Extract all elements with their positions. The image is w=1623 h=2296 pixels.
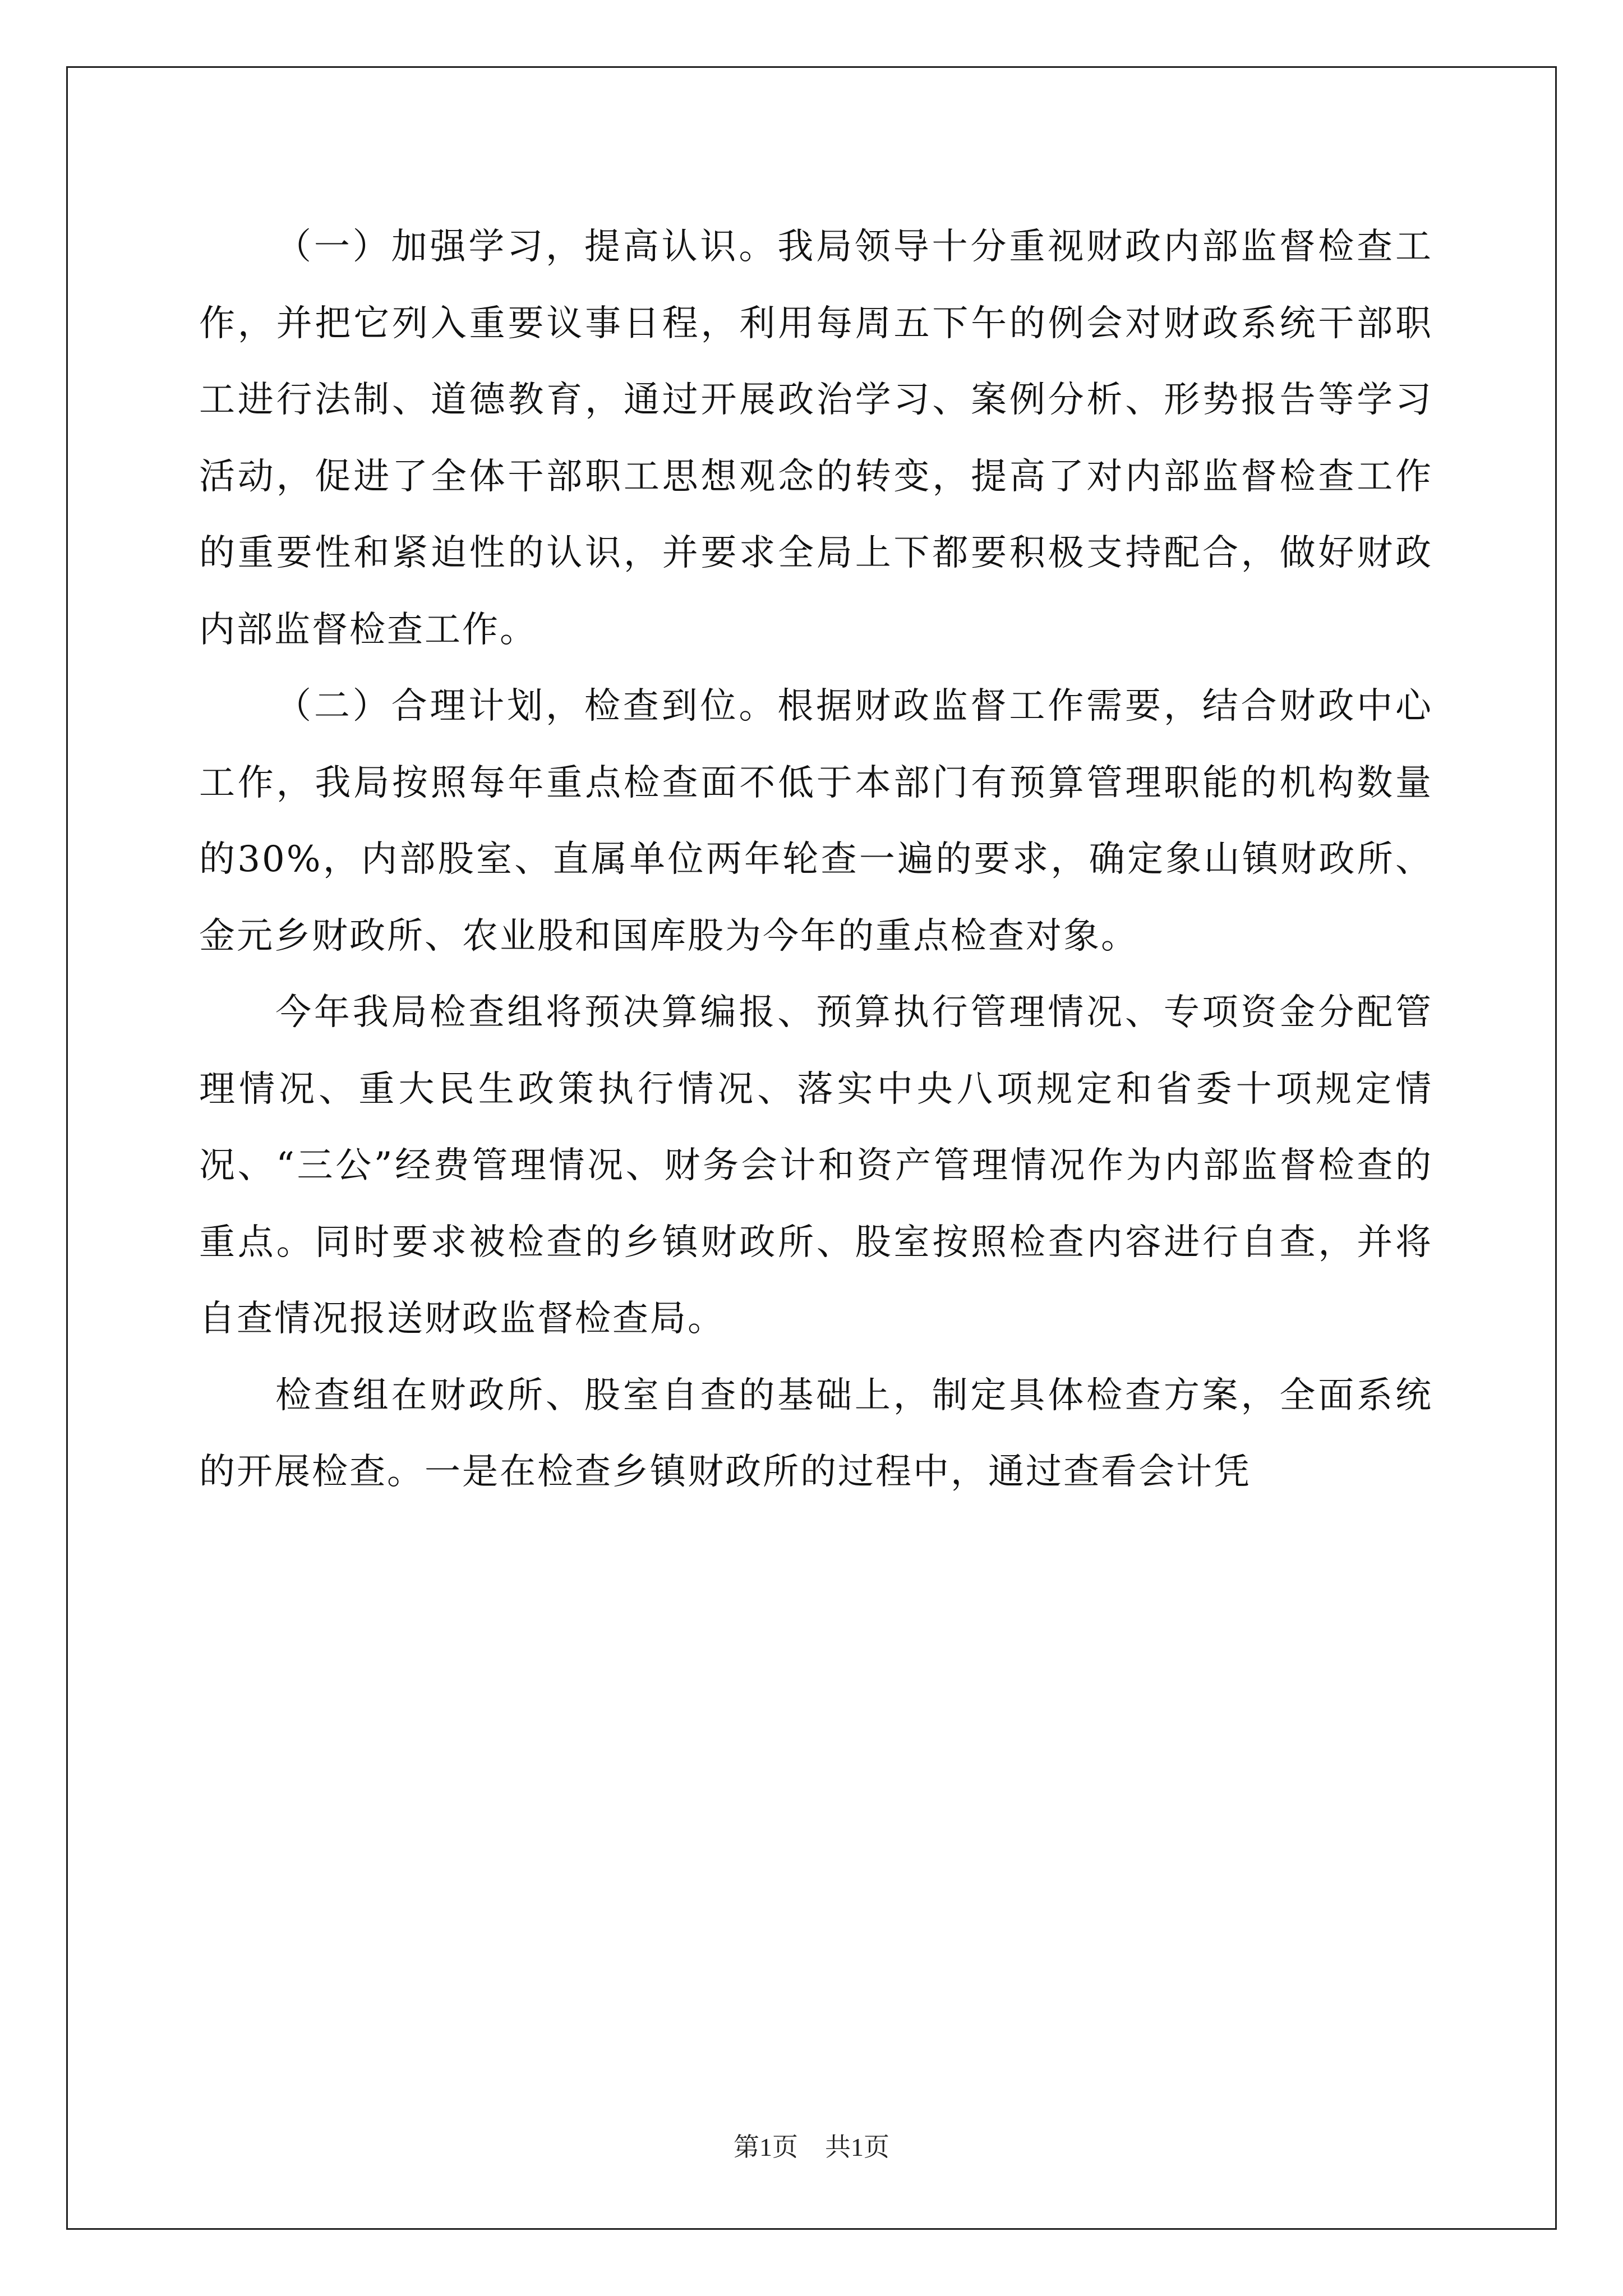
total-pages: 共1页	[825, 2133, 889, 2161]
paragraph-2: （二）合理计划，检查到位。根据财政监督工作需要，结合财政中心工作，我局按照每年重点检查面不低于本部门有预算管理职能的机构数量的30%，内部股室、直属单位两年轮查一遍的要求，确定象山镇财政所、金元乡财政所、农业股和国库股为今年的重点检查对象。	[199, 685, 1433, 957]
document-body	[199, 209, 1433, 1511]
paragraph-3: 今年我局检查组将预决算编报、预算执行管理情况、专项资金分配管理情况、重大民生政策执行情况、落实中央八项规定和省委十项规定情况、“三公”经费管理情况、财务会计和资产管理情况作为内部监督检查的重点。同时要求被检查的乡镇财政所、股室按照检查内容进行自查，并将自查情况报送财政监督检查局。	[199, 992, 1433, 1340]
page-number: 第1页	[734, 2133, 798, 2161]
paragraph-4: 检查组在财政所、股室自查的基础上，制定具体检查方案，全面系统的开展检查。一是在检查乡镇财政所的过程中，通过查看会计凭	[199, 1374, 1433, 1493]
page-footer	[0, 2131, 1623, 2164]
paragraph-1: （一）加强学习，提高认识。我局领导十分重视财政内部监督检查工作，并把它列入重要议事日程，利用每周五下午的例会对财政系统干部职工进行法制、道德教育，通过开展政治学习、案例分析、形势报告等学习活动，促进了全体干部职工思想观念的转变，提高了对内部监督检查工作的重要性和紧迫性的认识，并要求全局上下都要积极支持配合，做好财政内部监督检查工作。	[199, 226, 1433, 651]
